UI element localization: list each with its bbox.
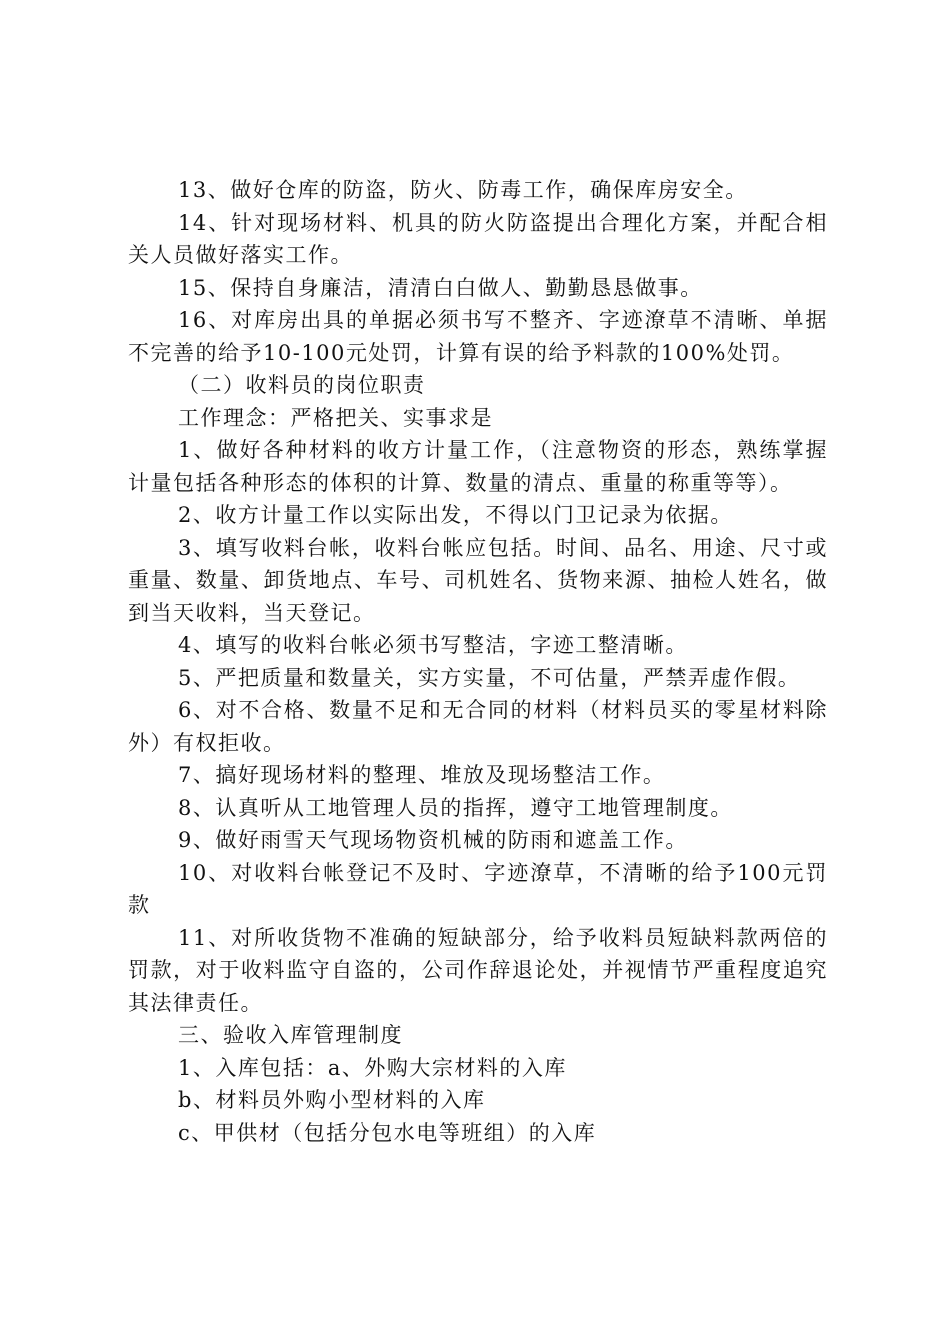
receiver-item-1: 1、做好各种材料的收方计量工作，（注意物资的形态，熟练掌握计量包括各种形态的体积的计算、数量的清点、重量的称重等等）。	[128, 438, 828, 495]
paragraph-15: 15、保持自身廉洁，清清白白做人、勤勤恳恳做事。	[178, 275, 703, 300]
receiver-item-5: 5、严把质量和数量关，实方实量，不可估量，严禁弄虚作假。	[178, 665, 801, 690]
document-body	[128, 174, 828, 1149]
inbound-item-b: b、材料员外购小型材料的入库	[178, 1088, 486, 1112]
inbound-item-1a: 1、入库包括：a、外购大宗材料的入库	[178, 1055, 567, 1080]
receiver-item-2: 2、收方计量工作以实际出发，不得以门卫记录为依据。	[178, 503, 733, 527]
receiver-item-7: 7、搞好现场材料的整理、堆放及现场整洁工作。	[178, 763, 666, 787]
receiver-item-9: 9、做好雨雪天气现场物资机械的防雨和遮盖工作。	[178, 828, 688, 852]
paragraph-14: 14、针对现场材料、机具的防火防盗提出合理化方案，并配合相关人员做好落实工作。	[128, 210, 828, 267]
section-heading-receiver-duties: （二）收料员的岗位职责	[178, 373, 426, 397]
paragraph-16: 16、对库房出具的单据必须书写不整齐、字迹潦草不清晰、单据不完善的给予10-100元处罚，计算有误的给予料款的100%处罚。	[128, 308, 828, 365]
receiver-item-8: 8、认真听从工地管理人员的指挥，遵守工地管理制度。	[178, 795, 733, 820]
receiver-item-3: 3、填写收料台帐，收料台帐应包括。时间、品名、用途、尺寸或重量、数量、卸货地点、车号、司机姓名、货物来源、抽检人姓名，做到当天收料，当天登记。	[128, 535, 828, 625]
paragraph-13: 13、做好仓库的防盗，防火、防毒工作，确保库房安全。	[178, 178, 748, 202]
receiver-item-6: 6、对不合格、数量不足和无合同的材料（材料员买的零星材料除外）有权拒收。	[128, 698, 828, 755]
receiver-item-4: 4、填写的收料台帐必须书写整洁，字迹工整清晰。	[178, 633, 688, 657]
receiver-item-11: 11、对所收货物不准确的短缺部分，给予收料员短缺料款两倍的罚款，对于收料监守自盗的，公司作辞退论处，并视情节严重程度追究其法律责任。	[128, 925, 828, 1015]
receiver-item-10: 10、对收料台帐登记不及时、字迹潦草，不清晰的给予100元罚款	[128, 860, 828, 917]
section-heading-inbound-inspection: 三、验收入库管理制度	[178, 1023, 403, 1047]
work-philosophy: 工作理念：严格把关、实事求是	[178, 405, 493, 430]
inbound-item-c: c、甲供材（包括分包水电等班组）的入库	[178, 1120, 597, 1145]
